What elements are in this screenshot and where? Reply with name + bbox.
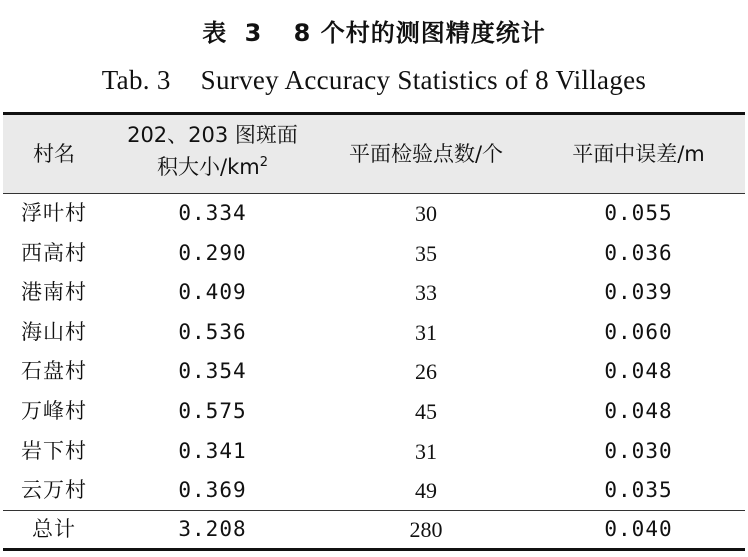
cell-points: 33 (415, 280, 437, 306)
cell-area: 0.334 (178, 201, 247, 225)
table-body (3, 194, 745, 511)
total-label: 总计 (32, 517, 76, 541)
table-row (3, 273, 745, 313)
caption-zh-number: 3 (244, 19, 263, 47)
table-top-rule (3, 112, 745, 115)
cell-points: 26 (415, 359, 437, 385)
caption-en-prefix: Tab. 3 (101, 65, 171, 95)
header-area-line2-text: 积大小/km (157, 155, 260, 179)
cell-points: 31 (415, 438, 437, 464)
table-row (3, 313, 745, 353)
cell-area: 0.369 (178, 478, 247, 503)
caption-zh-text: 8 个村的测图精度统计 (293, 19, 546, 47)
cell-village: 港南村 (21, 280, 87, 305)
table-bottom-rule (3, 548, 745, 551)
cell-village: 岩下村 (21, 438, 87, 463)
cell-area: 0.354 (178, 359, 247, 384)
cell-area: 0.409 (178, 280, 247, 305)
cell-village: 云万村 (21, 478, 87, 503)
caption-zh-prefix: 表 (202, 19, 228, 47)
table-total-row (3, 511, 745, 548)
header-error: 平面中误差/m (572, 142, 705, 166)
cell-area: 0.290 (178, 240, 247, 265)
cell-area: 0.575 (178, 398, 247, 423)
cell-error: 0.035 (604, 478, 673, 503)
cell-village: 海山村 (21, 319, 87, 344)
total-error: 0.040 (604, 517, 673, 541)
table-row (3, 432, 745, 472)
caption-en-text: Survey Accuracy Statistics of 8 Villages (200, 65, 647, 95)
table-row (3, 352, 745, 392)
cell-error: 0.048 (604, 398, 673, 423)
header-points: 平面检验点数/个 (348, 142, 504, 166)
cell-points: 30 (415, 201, 437, 226)
table-row (3, 471, 745, 511)
table-row (3, 234, 745, 274)
cell-error: 0.030 (604, 438, 673, 463)
total-area: 3.208 (178, 517, 247, 541)
cell-error: 0.039 (604, 280, 673, 305)
cell-points: 31 (415, 319, 437, 345)
cell-error: 0.060 (604, 319, 673, 344)
table-caption-en (0, 62, 748, 98)
cell-village: 浮叶村 (21, 201, 87, 225)
cell-village: 西高村 (21, 240, 87, 265)
cell-error: 0.048 (604, 359, 673, 384)
table-row (3, 392, 745, 432)
cell-error: 0.036 (604, 240, 673, 265)
cell-village: 万峰村 (21, 398, 87, 423)
header-village: 村名 (33, 142, 75, 166)
table-caption-zh (0, 16, 748, 50)
header-area-line2 (105, 151, 320, 183)
total-points: 280 (409, 517, 443, 542)
cell-points: 49 (415, 478, 437, 504)
table-row (3, 194, 745, 234)
header-area-line1: 202、203 图斑面 (127, 123, 298, 147)
cell-area: 0.341 (178, 438, 247, 463)
cell-points: 35 (415, 240, 437, 266)
cell-points: 45 (415, 398, 437, 424)
header-area-superscript: 2 (259, 155, 268, 170)
cell-area: 0.536 (178, 319, 247, 344)
cell-village: 石盘村 (21, 359, 87, 384)
cell-error: 0.055 (604, 201, 673, 225)
header-area (105, 119, 320, 183)
